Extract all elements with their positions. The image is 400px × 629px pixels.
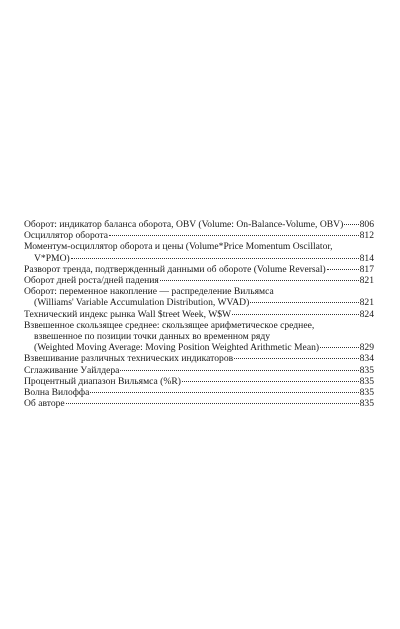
toc-entry bbox=[24, 241, 374, 263]
toc-page-number: 835 bbox=[359, 398, 374, 410]
toc-entry bbox=[24, 398, 374, 409]
toc-entry-title: Оборот: переменное накопление — распределение Вильямса bbox=[24, 286, 274, 298]
toc-entry-line bbox=[24, 398, 374, 409]
toc-entry-line bbox=[24, 230, 374, 241]
dot-leader bbox=[66, 403, 359, 404]
toc-entry-title: Взвешенное скользящее среднее: скользящее арифметическое среднее, bbox=[24, 319, 315, 331]
dot-leader bbox=[344, 224, 358, 225]
toc-entry-line bbox=[24, 219, 374, 230]
toc-entry-line bbox=[24, 309, 374, 320]
toc-entry-title: Оборот дней роста/дней падения bbox=[24, 275, 159, 287]
toc-entry-title: Об авторе bbox=[24, 398, 65, 410]
toc-entry-title: Осциллятор оборота bbox=[24, 230, 109, 242]
toc-page-number: 821 bbox=[359, 297, 374, 309]
toc-entry bbox=[24, 264, 374, 275]
toc-entry bbox=[24, 230, 374, 241]
dot-leader bbox=[182, 381, 359, 382]
toc-entry-title: Процентный диапазон Вильямса (%R) bbox=[24, 375, 181, 387]
toc-entry-title: Технический индекс рынка Wall $treet Week, W$W bbox=[24, 308, 232, 320]
toc-entry-line bbox=[24, 365, 374, 376]
toc-entry bbox=[24, 275, 374, 286]
toc-page-number: 835 bbox=[359, 387, 374, 399]
toc-page-number: 817 bbox=[359, 263, 374, 275]
toc-entry-line bbox=[24, 387, 374, 398]
toc-entry bbox=[24, 219, 374, 230]
dot-leader bbox=[234, 358, 358, 359]
toc-entry bbox=[24, 353, 374, 364]
toc-page-number: 834 bbox=[359, 353, 374, 365]
toc-entry-title: Сглаживание Уайлдера bbox=[24, 364, 120, 376]
dot-leader bbox=[120, 370, 358, 371]
toc-entry bbox=[24, 320, 374, 354]
toc-entry bbox=[24, 387, 374, 398]
toc-entry-line bbox=[24, 286, 374, 297]
toc-page-number: 812 bbox=[359, 230, 374, 242]
toc-entry-title: (Williams' Variable Accumulation Distribution, WVAD) bbox=[34, 297, 250, 309]
toc-page-number: 824 bbox=[359, 308, 374, 320]
toc-entry-line bbox=[24, 331, 374, 342]
dot-leader bbox=[320, 347, 359, 348]
toc-page-number: 835 bbox=[359, 375, 374, 387]
toc-page-number: 821 bbox=[359, 275, 374, 287]
toc-page-number: 814 bbox=[359, 252, 374, 264]
toc-entry-title: Разворот тренда, подтвержденный данными об обороте (Volume Reversal) bbox=[24, 263, 326, 275]
toc-entry-title: Взвешивание различных технических индикаторов bbox=[24, 353, 234, 365]
dot-leader bbox=[90, 392, 358, 393]
toc-entry-title: (Weighted Moving Average: Moving Position Weighted Arithmetic Mean) bbox=[34, 342, 320, 354]
toc-entry-line bbox=[24, 353, 374, 364]
toc-entry-line bbox=[24, 320, 374, 331]
dot-leader bbox=[109, 235, 359, 236]
dot-leader bbox=[160, 280, 359, 281]
toc-entry bbox=[24, 365, 374, 376]
toc-entry bbox=[24, 376, 374, 387]
dot-leader bbox=[232, 314, 359, 315]
table-of-contents bbox=[24, 219, 374, 409]
toc-page-number: 829 bbox=[359, 342, 374, 354]
toc-entry-line bbox=[24, 342, 374, 353]
toc-entry-line bbox=[24, 376, 374, 387]
toc-entry-title: Моментум-осциллятор оборота и цены (Volume*Price Momentum Oscillator, bbox=[24, 241, 333, 253]
toc-entry-line bbox=[24, 275, 374, 286]
dot-leader bbox=[327, 269, 359, 270]
toc-entry-title: взвешенное по позиции точки данных во временном ряду bbox=[34, 331, 271, 343]
toc-entry-title: V*PMO) bbox=[34, 252, 70, 264]
toc-page-number: 806 bbox=[359, 219, 374, 230]
toc-entry-line bbox=[24, 264, 374, 275]
toc-entry-line bbox=[24, 297, 374, 308]
toc-entry-title: Волна Вилоффа bbox=[24, 387, 90, 399]
toc-entry-line bbox=[24, 241, 374, 252]
dot-leader bbox=[250, 302, 358, 303]
toc-entry bbox=[24, 286, 374, 308]
toc-entry bbox=[24, 309, 374, 320]
dot-leader bbox=[71, 258, 359, 259]
toc-page-number: 835 bbox=[359, 364, 374, 376]
toc-entry-title: Оборот: индикатор баланса оборота, OBV (Volume: On-Balance-Volume, OBV) bbox=[24, 219, 344, 230]
toc-entry-line bbox=[24, 253, 374, 264]
